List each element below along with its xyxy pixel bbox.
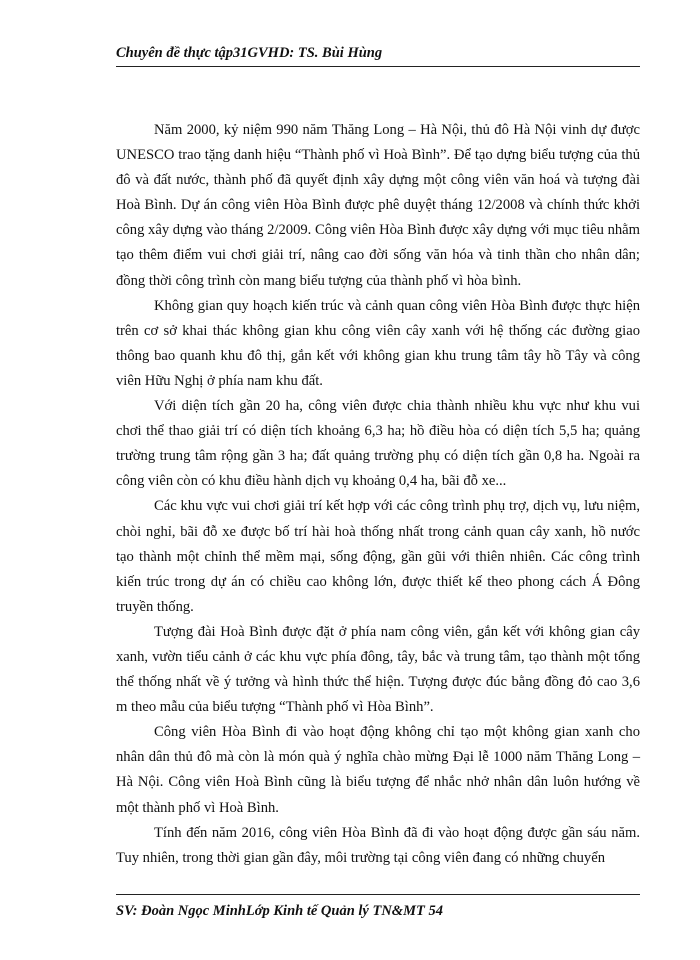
paragraph-5: Tượng đài Hoà Bình được đặt ở phía nam công viên, gắn kết với không gian cây xanh, vườn tiểu cảnh ở các khu vực phía đông, tây, bắc và trung tâm, tạo thành một tổng thể thống nhất về ý tưởng và hình thức thể hiện. Tượng được đúc bằng đồng đỏ cao 3,6 m theo mẫu của biểu tượng “Thành phố vì Hòa Bình”. <box>116 623 640 716</box>
page-header: Chuyên đề thực tập31GVHD: TS. Bùi Hùng <box>116 45 383 61</box>
footer-divider <box>116 894 640 895</box>
paragraph-7: Tính đến năm 2016, công viên Hòa Bình đã đi vào hoạt động được gần sáu năm. Tuy nhiên, trong thời gian gần đây, môi trường tại công viên đang có những chuyển <box>116 824 640 866</box>
document-body <box>116 118 640 871</box>
header-divider <box>116 66 640 67</box>
paragraph-6: Công viên Hòa Bình đi vào hoạt động không chỉ tạo một không gian xanh cho nhân dân thủ đô mà còn là món quà ý nghĩa chào mừng Đại lễ 1000 năm Thăng Long – Hà Nội. Công viên Hoà Bình cũng là biểu tượng để nhắc nhở nhân dân luôn hướng về một thành phố vì Hoà Bình. <box>116 724 640 816</box>
page-footer: SV: Đoàn Ngọc MinhLớp Kinh tế Quản lý TN&MT 54 <box>116 903 443 919</box>
paragraph-2: Không gian quy hoạch kiến trúc và cảnh quan công viên Hòa Bình được thực hiện trên cơ sở khai thác không gian khu công viên cây xanh với hệ thống các đường giao thông bao quanh khu đô thị, gắn kết với không gian khu trung tâm tây hồ Tây và công viên Hữu Nghị ở phía nam khu đất. <box>116 297 640 389</box>
paragraph-3: Với diện tích gần 20 ha, công viên được chia thành nhiều khu vực như khu vui chơi thể thao giải trí có diện tích khoảng 6,3 ha; hồ điều hòa có diện tích 5,5 ha; quảng trường trung tâm rộng gần 3 ha; đất quảng trường phụ có diện tích gần 0,8 ha. Ngoài ra công viên còn có khu điều hành dịch vụ khoảng 0,4 ha, bãi đỗ xe... <box>116 398 640 490</box>
paragraph-1: Năm 2000, kỷ niệm 990 năm Thăng Long – Hà Nội, thủ đô Hà Nội vinh dự được UNESCO trao tặng danh hiệu “Thành phố vì Hoà Bình”. Để tạo dựng biểu tượng của thủ đô và đất nước, thành phố đã quyết định xây dựng một công viên văn hoá và tượng đài Hoà Bình. Dự án công viên Hòa Bình được phê duyệt tháng 12/2008 và chính thức khởi công xây dựng vào tháng 2/2009. Công viên Hòa Bình được xây dựng với mục tiêu nhằm tạo thêm điểm vui chơi giải trí, nâng cao đời sống văn hóa và tinh thần cho nhân dân; đồng thời công trình còn mang biểu tượng của thành phố vì hòa bình. <box>116 122 640 289</box>
paragraph-4: Các khu vực vui chơi giải trí kết hợp với các công trình phụ trợ, dịch vụ, lưu niệm, chòi nghỉ, bãi đỗ xe được bố trí hài hoà thống nhất trong cảnh quan cây xanh, hồ nước tạo thành một chỉnh thể mềm mại, sống động, gần gũi với thiên nhiên. Các công trình kiến trúc trong dự án có chiều cao không lớn, được thiết kế theo phong cách Á Đông truyền thống. <box>116 498 640 615</box>
